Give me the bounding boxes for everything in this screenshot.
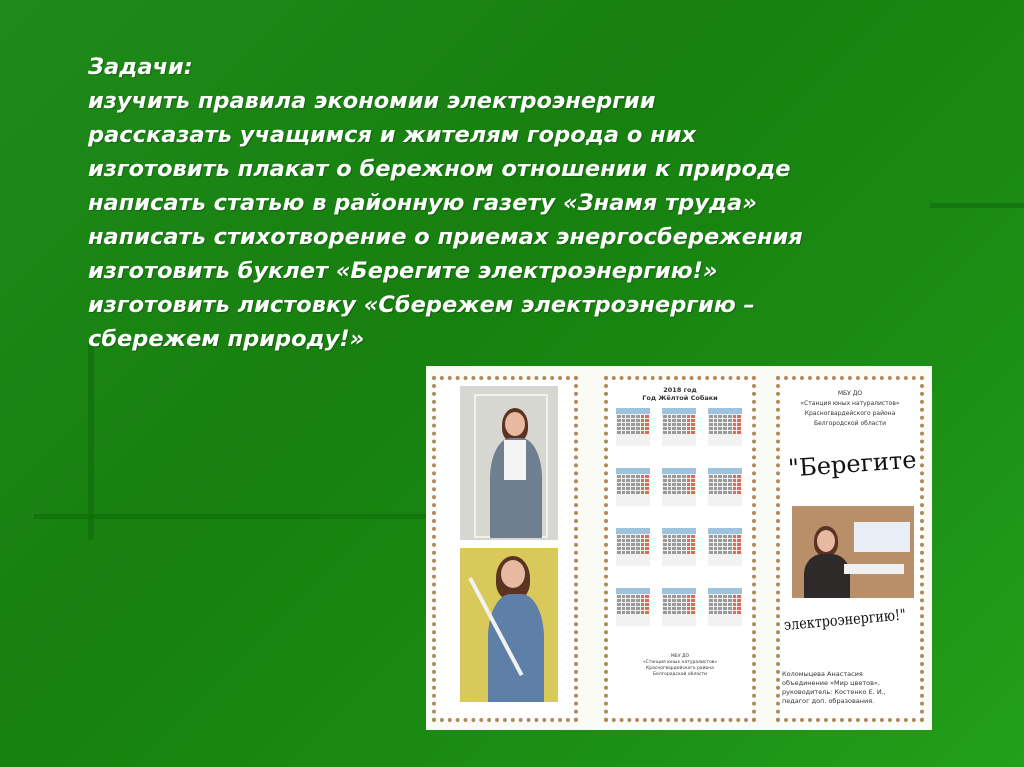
photo-girl-1 [460, 386, 558, 540]
calendar-org: МБУ ДО [670, 654, 690, 659]
brochure-panel-cover [776, 376, 924, 722]
cover-author: руководитель: Костенко Е. И., [782, 688, 886, 696]
calendar-month [708, 528, 742, 566]
background-line [34, 514, 434, 519]
cover-org: Красногвардейского района [804, 410, 896, 417]
calendar-month [616, 588, 650, 626]
calendar-month [662, 468, 696, 506]
calendar-org: «Станция юных натуралистов» [642, 660, 718, 665]
calendar-month [708, 588, 742, 626]
tasks-text [88, 50, 928, 356]
brochure-image [426, 366, 932, 730]
cover-author: Коломыцева Анастасия [782, 670, 863, 678]
tasks-heading: Задачи: [88, 54, 193, 80]
task-line: изготовить буклет «Берегите электроэнергию!» [88, 258, 718, 284]
calendar-month [708, 408, 742, 446]
cover-org: Белгородской области [813, 420, 887, 427]
task-line: рассказать учащимся и жителям города о них [88, 122, 697, 148]
cover-author: педагог доп. образования. [782, 697, 875, 705]
brochure-panel-calendar [604, 376, 756, 722]
calendar-month [616, 408, 650, 446]
calendar-month [616, 528, 650, 566]
calendar-subtitle: Год Жёлтой Собаки [642, 394, 718, 402]
cover-photo [792, 506, 914, 598]
calendar-org: Красногвардейского района [646, 666, 714, 671]
cover-title-bottom: электроэнергию!" [783, 605, 907, 634]
calendar-month [708, 468, 742, 506]
cover-title: "Берегите [787, 445, 918, 483]
calendar-title: 2018 год [663, 386, 697, 394]
cover-org: «Станция юных натуралистов» [800, 400, 900, 407]
calendar-month [616, 468, 650, 506]
background-line [88, 340, 94, 540]
task-line: написать стихотворение о приемах энергосбережения [88, 224, 803, 250]
photo-girl-2 [460, 548, 558, 702]
cover-org: МБУ ДО [837, 390, 863, 397]
calendar-month [662, 408, 696, 446]
task-line: изучить правила экономии электроэнергии [88, 88, 656, 114]
background-line [930, 203, 1024, 208]
calendar-month [662, 528, 696, 566]
brochure-panel-photos [432, 376, 578, 722]
task-line: написать статью в районную газету «Знамя труда» [88, 190, 757, 216]
cover-author: объединение «Мир цветов», [782, 679, 880, 687]
task-line: изготовить листовку «Сбережем электроэнергию – [88, 292, 755, 318]
task-line: изготовить плакат о бережном отношении к природе [88, 156, 791, 182]
task-line: сбережем природу!» [88, 326, 365, 352]
calendar-month [662, 588, 696, 626]
calendar-org: Белгородской области [652, 672, 708, 677]
